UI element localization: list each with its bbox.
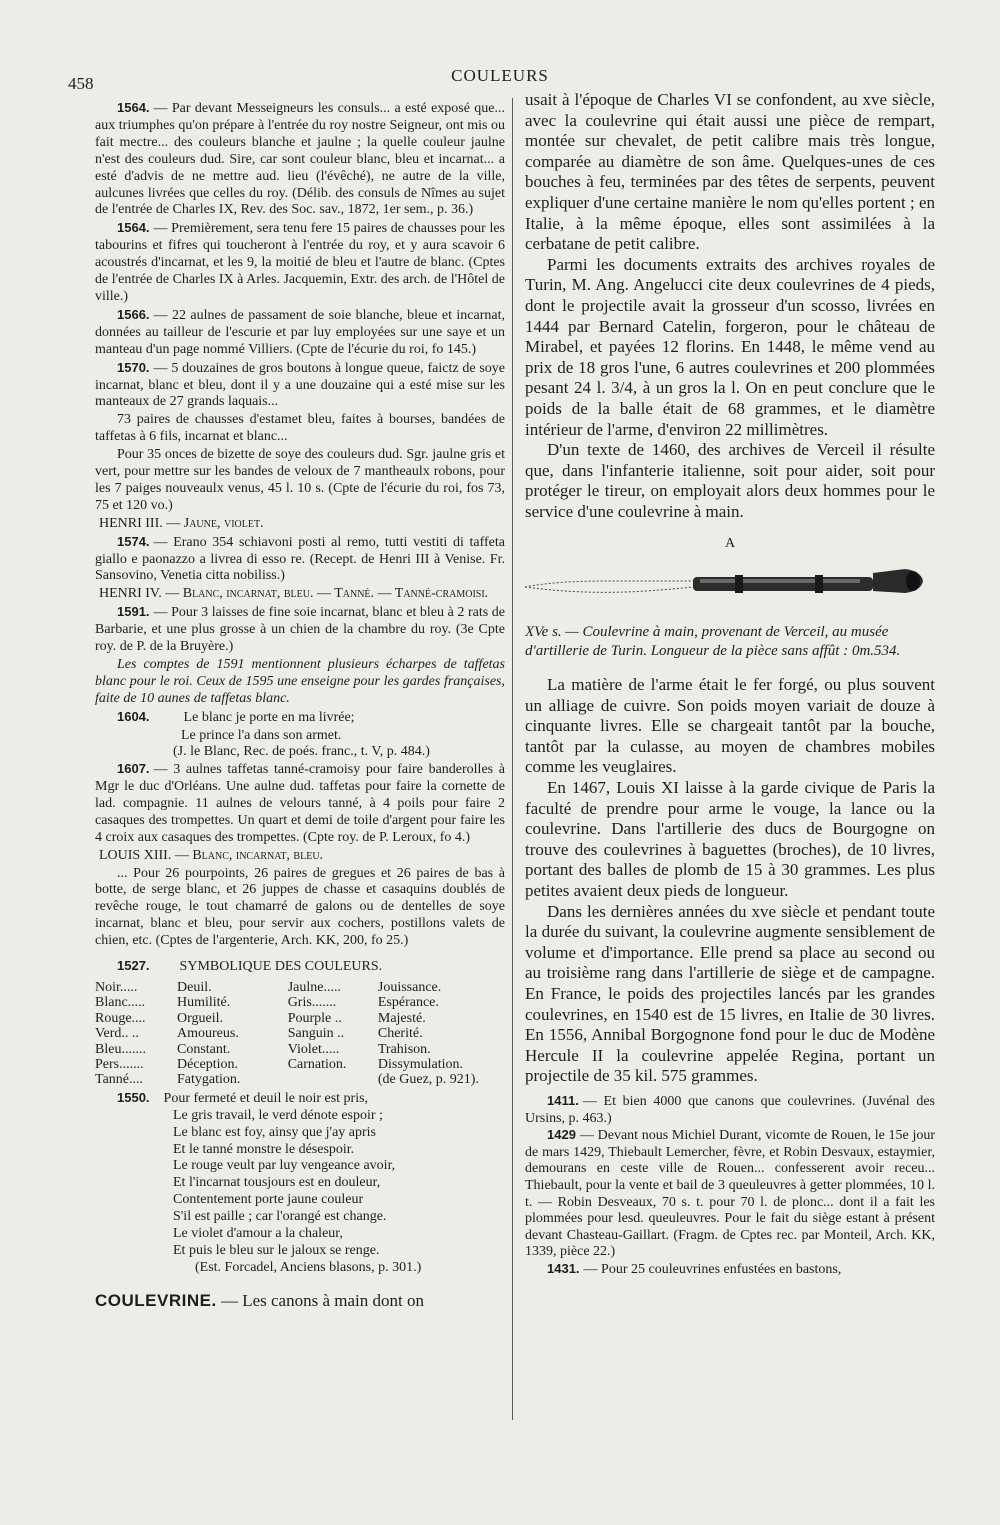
entry-1574 bbox=[95, 534, 505, 586]
symbolique-cell: Verd.. .. bbox=[95, 1026, 139, 1042]
symbolique-cell: Carnation. bbox=[287, 1057, 347, 1073]
page-number: 458 bbox=[68, 74, 94, 93]
poem-line: Et l'incarnat tousjours est en douleur, bbox=[173, 1175, 381, 1191]
entry-1591-p2: Les comptes de 1591 mentionnent plusieurs écharpes de taffetas blanc pour le roi. Ceux de 1595 une enseigne pour les gardes françaises, faite de 10 aunes de taffetas blanc. bbox=[95, 657, 505, 706]
reign-henri-iv: HENRI IV. — Blanc, incarnat, bleu. — Tanné. — Tanné-cramoisi. bbox=[99, 586, 489, 602]
poem-1550 bbox=[95, 1090, 505, 1277]
column-rule bbox=[512, 98, 513, 1420]
entry-1570-p2: 73 paires de chausses d'estamet bleu, faites à bourses, bandées de taffetas à 6 fils, incarnat et blanc... bbox=[95, 412, 505, 445]
symbolique-cell: Bleu....... bbox=[95, 1041, 146, 1057]
symbolique-cell: Rouge.... bbox=[95, 1010, 146, 1026]
entry-text: — 5 douzaines de gros boutons à longue queue, faictz de soye incarnat, blanc et bleu, dont il y a une douzaine qui a esté mise sur les manteaux de 27 grands laquais... bbox=[95, 360, 505, 410]
paragraph: Dans les dernières années du xve siècle et pendant toute la durée du suivant, la coulevrine augmente sensiblement de volume et d'importance. Elle prend sa place au second ou au troisième rang dans l'artillerie de siège et de campagne. En France, le poids des projectiles lancés par les grandes coulevrines, en 1540 est de 15 livres, en Italie de 30 livres. En 1556, Annibal Borgognone fond pour le duc de Modène Hercule II la coulevrine appelée Regina, portant un projectile de 35 kil. 575 grammes. bbox=[525, 901, 935, 1086]
running-head: COULEURS bbox=[451, 66, 549, 85]
entry-year: 1570. bbox=[117, 359, 150, 375]
entry-text: — Devant nous Michiel Durant, vicomte de Rouen, le 15e jour de mars 1429, Thiebault Lemercher, fèvre, et Robin Desvaux, estaymier, demourans en ceste ville de Rouen... confesserent avoir receu... Thiebault, pour la vente et bail de 3 queuleuvres à getter plommées, 10 l. t. — Robin Desveaux, 70 s. t. pour 70 l. de plonc... dont il a fait les plommées pour lesd. queuleuvres. Pour le fait du siège estant à présent devant Chasteau-Gaillart. (Fragm. de Cptes rec. par Monteil, Arch. KK, 1339, pièce 22.) bbox=[525, 1128, 935, 1260]
entry-1564-b bbox=[95, 220, 505, 306]
paragraph: Parmi les documents extraits des archives royales de Turin, M. Ang. Angelucci cite deux coulevrines de 4 pieds, dont le projectile avait la grosseur d'un scosso, livrées en 1444 par Bernard Catelin, forgeron, pour le château de Mirabel, et payées 12 florins. En 1448, le même vend au prix de 18 gros l'une, 6 autres coulevrines et 200 plommées pesant 24 l. 3/4, à un gros la l. On en peut conclure que le poids de la balle était de 68 grammes, et le diamètre intérieur de l'arme, d'environ 22 millimètres. bbox=[525, 254, 935, 439]
entry-text: — 22 aulnes de passament de soie blanche, bleue et incarnat, données au tailleur de l'escurie et par luy employées sur une saye et un manteau d'un page nommé Villiers. (Cpte de l'écurie du roi, fo 145.) bbox=[95, 307, 505, 357]
entry-1564-a bbox=[95, 100, 505, 219]
paragraph: usait à l'époque de Charles VI se confondent, au xve siècle, avec la coulevrine qui était aussi une pièce de rempart, montée sur chevalet, de petit calibre mais très longue, comparée au diamètre de son âme. Quelques-unes de ces bouches à feu, terminées par des têtes de serpents, peuvent expliquer d'une certaine manière le nom qu'elles portent ; en Italie, à la même époque, elles sont assimilées à la cerbatane de petit calibre. bbox=[525, 90, 935, 254]
symbolique-cell: Majesté. bbox=[377, 1010, 426, 1026]
symbolique-heading bbox=[95, 958, 505, 976]
entry-year: 1574. bbox=[117, 533, 150, 549]
symbolique-cell: Blanc..... bbox=[95, 995, 146, 1011]
symbolique-cell: Jaulne..... bbox=[287, 980, 341, 995]
poem-line: Contentement porte jaune couleur bbox=[173, 1192, 364, 1208]
paragraph: La matière de l'arme était le fer forgé, ou plus souvent un alliage de cuivre. Son poids moyen variait de douze à cinquante livres. Elle se chargeait tantôt par la bouche, tantôt par la culasse, au moyen de chambres mobiles comme les veuglaires. bbox=[525, 675, 935, 777]
entry-year: 1527. bbox=[117, 958, 150, 974]
paragraph: En 1467, Louis XI laisse à la garde civique de Paris la faculté de prendre pour arme le vouge, la lance ou la coulevrine. Dans l'artillerie des ducs de Bourgogne on trouve des coulevrines à baguettes (broches), de 10 livres, portant des balles de plomb de 15 à 30 grammes. Les plus petites avaient deux pieds de longueur. bbox=[525, 778, 935, 900]
entry-1429 bbox=[525, 1127, 935, 1261]
entry-year: 1550. bbox=[117, 1089, 150, 1105]
symbolique-cell: Humilité. bbox=[177, 995, 231, 1011]
symbolique-table bbox=[95, 980, 505, 1088]
symbolique-row bbox=[95, 1072, 505, 1087]
poem-line: Le blanc est foy, ainsy que j'ay apris bbox=[173, 1124, 376, 1140]
right-column bbox=[525, 90, 935, 1278]
symbolique-cell: Gris....... bbox=[287, 995, 337, 1011]
symbolique-cell: Amoureus. bbox=[177, 1026, 239, 1042]
entry-text: — Par devant Messeigneurs les consuls... a esté exposé que... aux triumphes qu'on prépare à l'entrée du roy nostre Seigneur, ont mis ou fait mectre... des couleurs blanche et jaulne ; la quelle couleur jaulne n'est des couleurs dud. Sire, car sont couleur blanc, bleu et incarnat... a esté d'advis de ne mettre aud. lieu (l'évêché), ne autre de la ville, aulcunes livrées que celles du roy. (Délib. des consuls de Nîmes au sujet de l'entrée de Charles IX, Rev. des Soc. sav., 1872, 1er sem., p. 36.) bbox=[95, 101, 505, 218]
symbolique-row bbox=[95, 980, 505, 995]
symbolique-cell: Pourple .. bbox=[287, 1010, 342, 1026]
symbolique-cell: Fatygation. bbox=[177, 1072, 241, 1088]
verse-line: Le prince l'a dans son armet. bbox=[181, 727, 342, 743]
symbolique-cell: Déception. bbox=[177, 1057, 239, 1073]
entry-year: 1431. bbox=[547, 1260, 580, 1276]
entry-year: 1604. bbox=[117, 708, 150, 724]
coulevrine-drawing bbox=[525, 557, 935, 617]
entry-text: — Premièrement, sera tenu fere 15 paires de chausses pour les tabourins et fifres qui toucheront à l'entrée du roy, et y aura scavoir 6 acoustrés d'incarnat, et les 9, la moitié de bleu et l'autre de blanc. (Cptes de l'entrée de Charles IX à Arles. Jacquemin, Extr. des arch. de l'Hôtel de ville.) bbox=[95, 221, 505, 304]
entry-year: 1566. bbox=[117, 306, 150, 322]
left-column bbox=[95, 100, 505, 1311]
symbolique-cell: Sanguin .. bbox=[287, 1026, 345, 1042]
entry-louis-xiii: ... Pour 26 pourpoints, 26 paires de gregues et 26 paires de bas à botte, de serge blanc, et 26 juppes de chasse et casaquins doublés de revêche rouge, le tout chamarré de galons ou de dentelles de soye incarnat, blanc et bleu, pour servir aux cochers, postillons valets de chien, etc. (Cptes de l'argenterie, Arch. KK, 200, fo 25.) bbox=[95, 865, 505, 949]
entry-text: — Erano 354 schiavoni posti al remo, tutti vestiti di taffeta giallo e paonazzo a livrea di esso re. (Recept. de Henri III à Venise. Fr. Sansovino, Venetia citta nobiliss.) bbox=[95, 534, 505, 584]
symbolique-row bbox=[95, 1042, 505, 1057]
symbolique-row bbox=[95, 995, 505, 1010]
entry-coulevrine bbox=[95, 1291, 505, 1311]
verse-line: Le blanc je porte en ma livrée; bbox=[183, 709, 355, 725]
reign-henri-iii: HENRI III. — Jaune, violet. bbox=[99, 515, 264, 531]
entry-1566 bbox=[95, 307, 505, 359]
entry-year: 1411. bbox=[547, 1092, 579, 1108]
symbolique-cell: Pers....... bbox=[95, 1057, 144, 1073]
symbolique-title: SYMBOLIQUE DES COULEURS. bbox=[179, 959, 383, 975]
symbolique-cell: Constant. bbox=[177, 1041, 231, 1057]
entry-text: — Pour 25 couleuvrines enfustées en bastons, bbox=[583, 1261, 842, 1277]
entry-year: 1429 bbox=[547, 1127, 576, 1143]
entry-1570-p3: Pour 35 onces de bizette de soye des couleurs dud. Sgr. jaulne gris et vert, pour mettre sur les bandes de veloux de 7 mantheaulx robons, pour les 7 paiges nouveaulx venus, 45 l. 10 s. (Cpte de l'écurie du roi, fos 73, 75 et 120 vo.) bbox=[95, 447, 505, 513]
poem-line: Le rouge veult par luy vengeance avoir, bbox=[173, 1158, 396, 1174]
symbolique-cell: Violet..... bbox=[287, 1041, 340, 1057]
symbolique-row bbox=[95, 1057, 505, 1072]
entry-text: — 3 aulnes taffetas tanné-cramoisy pour faire banderolles à Mgr le duc d'Orléans. Une aulne dud. taffetas pour faire la cornette de lad. compagnie. 11 aulnes de velours tanné, à 4 poils pour faire 2 casaques des trompettes. Un quart et demi de toile d'argent pour faire les 4 croix aux casaques des trompettes. (Cpte roy. de P. Leroux, fo 4.) bbox=[95, 762, 505, 845]
entry-1570 bbox=[95, 360, 505, 412]
symbolique-cell: Jouissance. bbox=[377, 980, 442, 995]
poem-line: S'il est paille ; car l'orangé est change. bbox=[173, 1209, 387, 1225]
entry-year: 1564. bbox=[117, 100, 150, 115]
poem-source: (Est. Forcadel, Anciens blasons, p. 301.) bbox=[195, 1259, 422, 1275]
poem-line: Le gris travail, le verd dénote espoir ; bbox=[173, 1107, 383, 1123]
symbolique-cell: Deuil. bbox=[177, 980, 212, 995]
entry-year: 1607. bbox=[117, 761, 150, 777]
entry-1591 bbox=[95, 604, 505, 656]
symbolique-cell: Trahison. bbox=[377, 1041, 431, 1057]
poem-line: Et puis le bleu sur le jaloux se renge. bbox=[173, 1243, 380, 1258]
poem-line: Le violet d'amour a la chaleur, bbox=[173, 1226, 343, 1242]
symbolique-cell bbox=[288, 1072, 378, 1087]
symbolique-row bbox=[95, 1011, 505, 1026]
verse-source: (J. le Blanc, Rec. de poés. franc., t. V, p. 484.) bbox=[173, 744, 430, 760]
poem-line: Et le tanné monstre le désespoir. bbox=[173, 1141, 355, 1157]
symbolique-cell: Espérance. bbox=[377, 995, 439, 1011]
entry-1431 bbox=[525, 1261, 935, 1279]
entry-1411 bbox=[525, 1093, 935, 1127]
figure-caption: XVe s. — Coulevrine à main, provenant de Verceil, au musée d'artillerie de Turin. Longueur de la pièce sans affût : 0m.534. bbox=[525, 624, 901, 660]
symbolique-cell: Noir..... bbox=[95, 980, 138, 995]
headword: COULEVRINE. bbox=[95, 1290, 217, 1310]
symbolique-cell: Dissymulation. bbox=[377, 1057, 464, 1073]
symbolique-cell: Orgueil. bbox=[177, 1010, 224, 1026]
symbolique-row bbox=[95, 1026, 505, 1041]
entry-year: 1591. bbox=[117, 604, 150, 620]
right-entries bbox=[525, 1093, 935, 1279]
entry-text: — Et bien 4000 que canons que coulevrines. (Juvénal des Ursins, p. 463.) bbox=[525, 1093, 935, 1126]
entry-year: 1564. bbox=[117, 220, 150, 236]
paragraph: D'un texte de 1460, des archives de Verceil il résulte que, dans l'infanterie italienne, soit pour aider, soit pour protéger le tireur, on employait alors deux hommes pour le service d'une coulevrine à main. bbox=[525, 440, 935, 521]
entry-1604 bbox=[95, 709, 505, 727]
symbolique-cell: (de Guez, p. 921). bbox=[377, 1072, 479, 1088]
coulevrine-illustration bbox=[525, 557, 935, 617]
entry-1607 bbox=[95, 761, 505, 847]
poem-line: 1550. Pour fermeté et deuil le noir est pris, bbox=[117, 1089, 369, 1106]
entry-text: — Pour 3 laisses de fine soie incarnat, blanc et bleu à 2 rats de Barbarie, et une plus grosse à un chien de la chambre du roy. (3e Cpte roy. de P. de la Bruyère.) bbox=[95, 605, 505, 655]
reign-louis-xiii: LOUIS XIII. — Blanc, incarnat, bleu. bbox=[99, 847, 324, 863]
symbolique-cell: Tanné.... bbox=[95, 1072, 144, 1088]
symbolique-cell: Cherité. bbox=[377, 1026, 423, 1042]
figure-label: A bbox=[724, 536, 736, 552]
entry-text: — Les canons à main dont on bbox=[220, 1290, 424, 1310]
